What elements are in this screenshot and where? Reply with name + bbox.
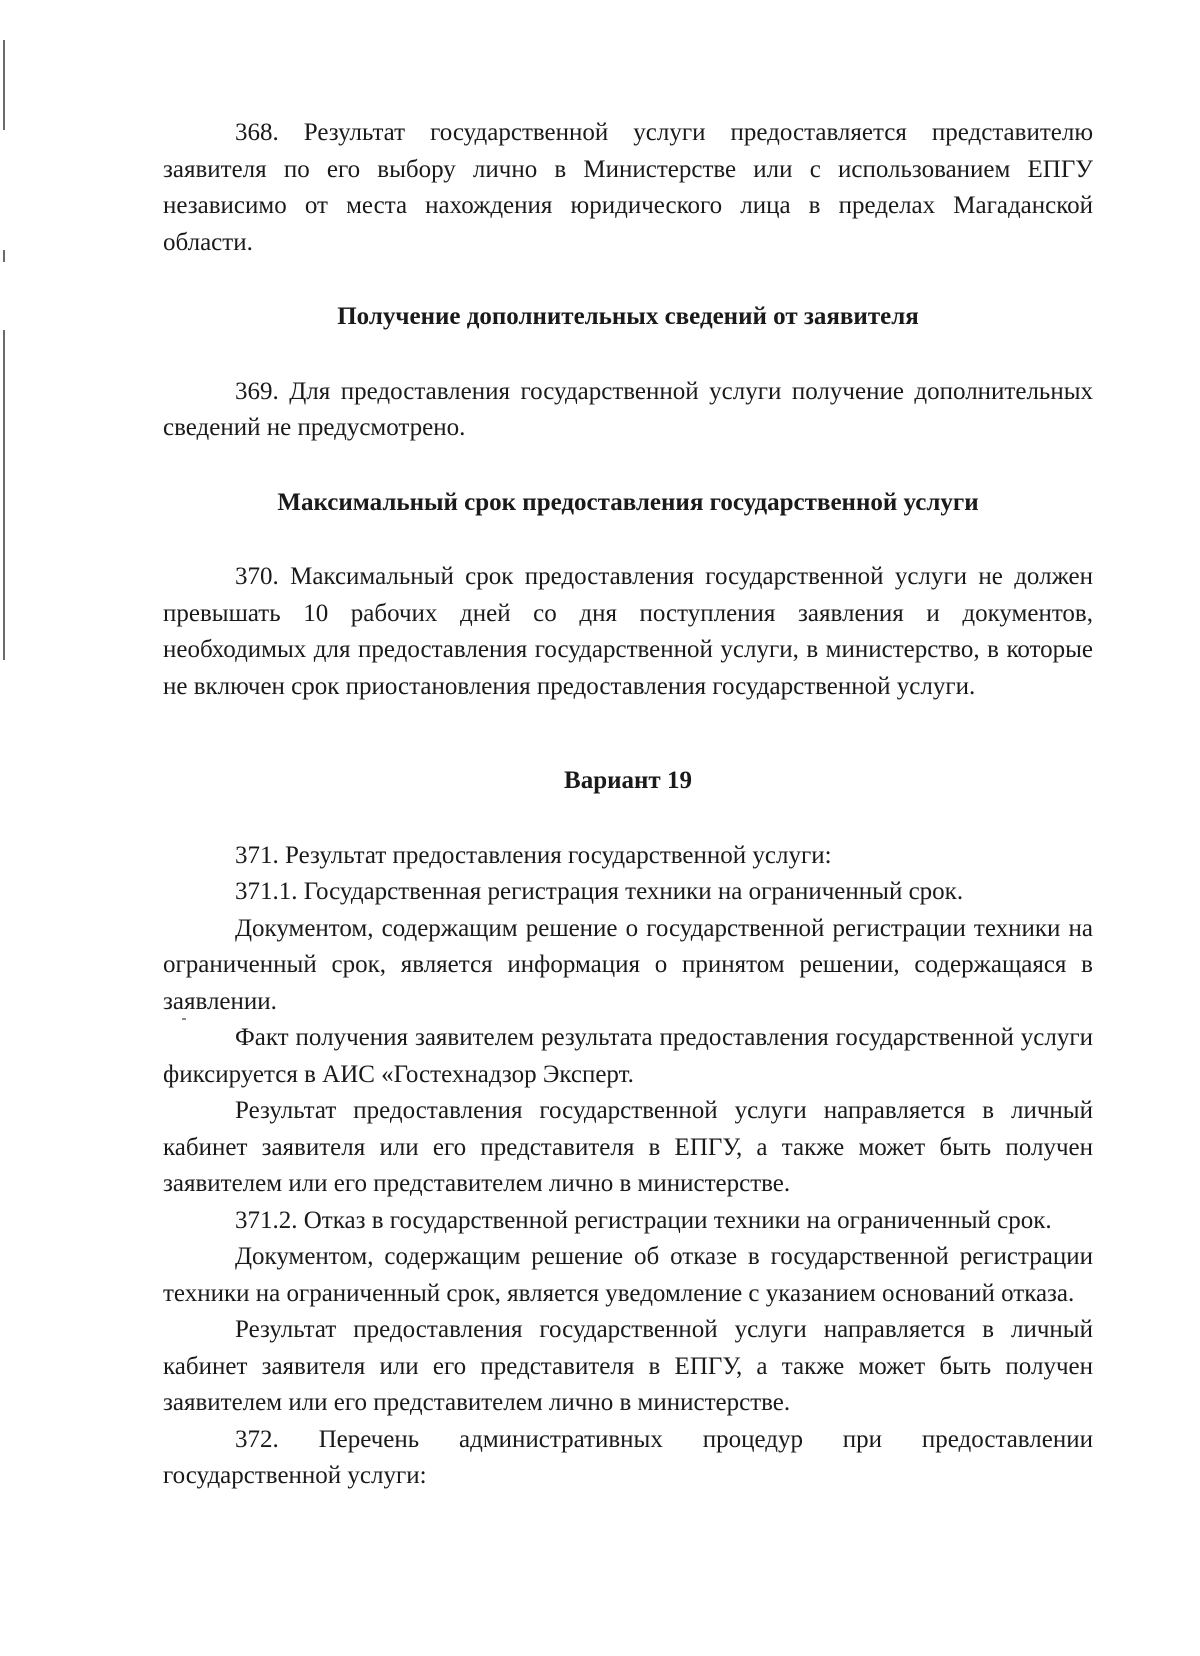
paragraph-370: 370. Максимальный срок предоставления государственной услуги не должен превышать 10 рабочих дней со дня поступления заявления и документов, необходимых для предоставления государственной услуги, в министерство, в которые не включен срок приостановления предоставления государственной услуги.: [163, 563, 1093, 700]
paragraph-371-1-result: Результат предоставления государственной услуги направляется в личный кабинет заявителя или его представителя в ЕПГУ, а также может быть получен заявителем или его представителем лично в министерстве.: [163, 1097, 1093, 1197]
paragraph-371-1-fact: Факт получения заявителем результата предоставления государственной услуги фиксируется в АИС «Гостехнадзор Эксперт.: [163, 1024, 1093, 1088]
paragraph-371-1-document: Документом, содержащим решение о государственной регистрации техники на ограниченный срок, является информация о принятом решении, содержащаяся в заявлении.: [163, 914, 1093, 1015]
heading-variant: Вариант 19: [564, 767, 692, 794]
scan-edge-mark: [3, 250, 5, 262]
scan-edge-mark: [3, 330, 5, 660]
heading-additional-info: Получение дополнительных сведений от заявителя: [337, 303, 919, 330]
scan-edge-mark: [3, 40, 5, 130]
paragraph-369: 369. Для предоставления государственной услуги получение дополнительных сведений не предусмотрено.: [163, 377, 1093, 441]
heading-max-term: Максимальный срок предоставления государственной услуги: [277, 488, 979, 516]
paragraph-372: 372. Перечень административных процедур при предоставлении государственной услуги:: [163, 1425, 1093, 1489]
paragraph-371: 371. Результат предоставления государственной услуги:: [235, 841, 832, 869]
paragraph-371-2-document: Документом, содержащим решение об отказе в государственной регистрации техники на ограниченный срок, является уведомление с указанием оснований отказа.: [163, 1243, 1093, 1307]
paragraph-371-1: 371.1. Государственная регистрация техники на ограниченный срок.: [235, 878, 964, 905]
document-body: [163, 115, 1093, 1495]
paragraph-371-2-result: Результат предоставления государственной услуги направляется в личный кабинет заявителя или его представителя в ЕПГУ, а также может быть получен заявителем или его представителем лично в министерстве.: [163, 1316, 1093, 1416]
paragraph-368: 368. Результат государственной услуги предоставляется представителю заявителя по его выбору лично в Министерстве или с использованием ЕПГУ независимо от места нахождения юридического лица в пределах Магаданской области.: [163, 119, 1093, 256]
paragraph-371-2: 371.2. Отказ в государственной регистрации техники на ограниченный срок.: [235, 1206, 1052, 1234]
